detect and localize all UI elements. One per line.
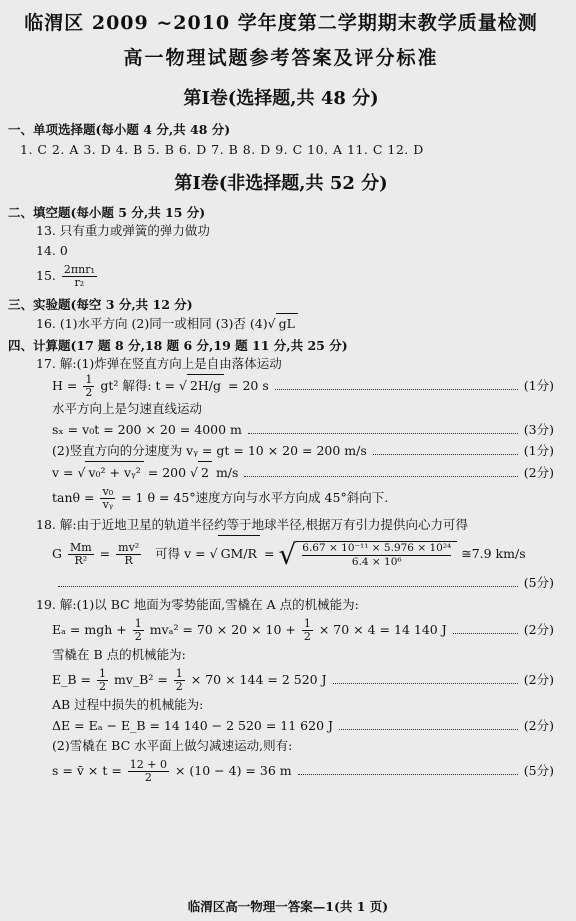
answer-16-sqrt: gL <box>276 313 298 334</box>
q18-get-v: 可得 v = <box>155 546 206 561</box>
q17-v-sqrt2: 2 <box>198 461 212 483</box>
fraction-denominator: vᵧ <box>102 498 113 511</box>
q18-sqrt: GM/R <box>218 535 260 572</box>
q19-EA-result: × 70 × 4 = 14 140 J <box>318 622 447 637</box>
page-footer: 临渭区高一物理一答案—1(共 1 页) <box>187 899 389 914</box>
q19-line-4 <box>8 665 554 695</box>
fraction-denominator: 2 <box>175 680 183 693</box>
score-mark: (2分) <box>523 718 554 733</box>
q19-EB-result: × 70 × 144 = 2 520 J <box>190 672 327 687</box>
leader-dots <box>275 381 518 390</box>
q19-EA-mid: mvₐ² = 70 × 20 × 10 + <box>149 622 296 637</box>
fraction-denominator: r₂ <box>74 276 85 289</box>
q18-result: ≅7.9 km/s <box>461 546 526 561</box>
answer-14: 14. 0 <box>36 243 68 258</box>
score-mark: (3分) <box>523 422 554 437</box>
fraction-numerator: 1 <box>303 617 311 630</box>
leader-dots <box>373 446 518 455</box>
q17-line-3: 水平方向上是匀速直线运动 <box>52 401 203 416</box>
answer-16-text: 16. (1)水平方向 (2)同一或相同 (3)否 (4) <box>36 316 268 331</box>
q17-sqrt: 2H/g <box>187 374 224 396</box>
q19-line-3: 雪橇在 B 点的机械能为: <box>52 647 186 662</box>
answer-16: 16. (1)水平方向 (2)同一或相同 (3)否 (4)√ gL <box>8 313 554 334</box>
q17-solve: gt² 解得: t = <box>100 378 175 393</box>
leader-dots <box>333 675 518 684</box>
q17-line-7 <box>8 483 554 513</box>
q17-result-t: = 20 s <box>228 378 269 393</box>
leader-dots <box>244 468 517 477</box>
score-mark: (2分) <box>523 465 554 480</box>
answer-15-fraction <box>62 264 97 289</box>
q18-line-2: G $\frac{Mm}{\text{R²}}$ = $\frac{\text{mv²}}{R}$ 可得 v = √ GM/R = √ $\frac{\text{6.67 × 10⁻¹¹ × 5.976 × 10²⁴}}{\text{6.4 × 10⁶}}$ ≅7.9 km/s <box>8 535 554 572</box>
q17-line-2: H = $\frac{1}{2}$ gt² 解得: t = √ 2H/g = 20 s (1分) <box>52 373 554 399</box>
q18-eq: = <box>99 546 111 561</box>
q19-half-3 <box>97 668 108 693</box>
fraction-numerator: 1 <box>134 617 142 630</box>
q19-s: s = v̄ × t = <box>52 763 122 778</box>
volume-2-title: 第Ⅰ卷(非选择题,共 52 分) <box>174 173 388 194</box>
q19-line-7: (2)雪橇在 BC 水平面上做匀减速运动,则有: <box>52 738 293 753</box>
section-fill-in: 二、填空题(每小题 5 分,共 15 分) <box>8 205 206 220</box>
answer-15 <box>8 261 554 291</box>
score-mark: (5分) <box>523 763 554 778</box>
q18-line-1: 18. 解:由于近地卫星的轨道半径约等于地球半径,根据万有引力提供向心力可得 <box>36 517 469 532</box>
q17-H: H = <box>52 378 78 393</box>
fraction-numerator: 12 + 0 <box>129 758 167 771</box>
fraction-numerator: 6.67 × 10⁻¹¹ × 5.976 × 10²⁴ <box>302 541 452 554</box>
score-mark: (1分) <box>523 443 554 458</box>
q19-line-1: 19. 解:(1)以 BC 地面为零势能面,雪橇在 A 点的机械能为: <box>36 597 359 612</box>
fraction-denominator: 2 <box>303 630 311 643</box>
fraction-denominator: R <box>124 554 133 567</box>
q17-tan-fraction <box>100 486 115 511</box>
fraction-numerator: 1 <box>85 373 93 386</box>
q18-frac-2 <box>116 542 141 567</box>
score-mark: (2分) <box>523 672 554 687</box>
q19-EB: E_B = <box>52 672 92 687</box>
exam-title: 临渭区 2009 ~2010 学年度第二学期期末教学质量检测 <box>24 12 538 34</box>
q19-line-2 <box>8 615 554 645</box>
q17-v-sqrt: v₀² + vᵧ² <box>85 461 143 483</box>
section-experiment: 三、实验题(每空 3 分,共 12 分) <box>8 297 193 312</box>
q19-EB-mid: mv_B² = <box>113 672 168 687</box>
radical-sign: √ <box>278 537 297 571</box>
q19-half-4 <box>174 668 185 693</box>
q17-vy: (2)竖直方向的分速度为 vᵧ = gt = 10 × 20 = 200 m/s <box>52 443 367 458</box>
score-mark: (5分) <box>523 575 554 590</box>
q19-half-1 <box>133 618 144 643</box>
leader-dots <box>453 625 518 634</box>
fraction-denominator: R² <box>74 554 88 567</box>
exam-subtitle: 高一物理试题参考答案及评分标准 <box>123 47 439 69</box>
volume-1-title: 第Ⅰ卷(选择题,共 48 分) <box>183 88 379 109</box>
q19-line-8 <box>8 756 554 786</box>
score-mark: (1分) <box>523 378 554 393</box>
fraction-numerator: 1 <box>175 667 183 680</box>
fraction-denominator: 6.4 × 10⁶ <box>351 555 402 568</box>
q17-tan: tanθ = <box>52 490 95 505</box>
q18-score-line <box>8 572 554 593</box>
q19-avg-fraction <box>128 759 169 784</box>
q17-v: v = <box>52 465 74 480</box>
q17-line-4 <box>8 419 554 440</box>
fraction-denominator: 2 <box>85 386 93 399</box>
q18-big-sqrt <box>278 537 457 571</box>
q17-line-5 <box>8 440 554 461</box>
section-multiple-choice: 一、单项选择题(每小题 4 分,共 48 分) <box>8 122 231 137</box>
q17-sx: sₓ = v₀t = 200 × 20 = 4000 m <box>52 422 242 437</box>
fraction-numerator: 1 <box>99 667 106 680</box>
q19-EA: Eₐ = mgh + <box>52 622 127 637</box>
q17-line-6: v = √ v₀² + vᵧ² = 200 √ 2 m/s (2分) <box>8 461 554 483</box>
q18-big-fraction <box>296 541 457 569</box>
fraction-numerator: 2πnr₁ <box>63 263 95 276</box>
fraction-denominator: 2 <box>134 630 142 643</box>
q17-v-eq: = 200 <box>147 465 187 480</box>
q17-half <box>83 374 94 399</box>
leader-dots <box>248 425 518 434</box>
q18-eq2: = <box>263 546 275 561</box>
score-mark: (2分) <box>523 622 554 637</box>
fraction-numerator: mv² <box>118 541 140 554</box>
fraction-denominator: 2 <box>144 771 152 784</box>
fraction-denominator: 2 <box>99 680 106 693</box>
leader-dots <box>58 578 518 587</box>
q18-frac-1 <box>68 542 94 567</box>
q18-G: G <box>52 546 62 561</box>
q19-line-5: AB 过程中损失的机械能为: <box>52 697 204 712</box>
q17-line-1: 17. 解:(1)炸弹在竖直方向上是自由落体运动 <box>36 356 282 371</box>
q17-angle: = 1 θ = 45°速度方向与水平方向成 45°斜向下. <box>121 490 389 505</box>
answer-15-label: 15. <box>36 268 56 283</box>
q19-half-2 <box>302 618 313 643</box>
answer-13: 13. 只有重力或弹簧的弹力做功 <box>36 223 210 238</box>
fraction-numerator: Mm <box>69 541 92 554</box>
leader-dots <box>298 766 518 775</box>
fraction-numerator: v₀ <box>102 485 114 498</box>
q19-line-6 <box>8 715 554 736</box>
q19-s-result: × (10 − 4) = 36 m <box>174 763 292 778</box>
section-calculation: 四、计算题(17 题 8 分,18 题 6 分,19 题 11 分,共 25 分) <box>8 338 348 353</box>
choice-answers: 1. C 2. A 3. D 4. B 5. B 6. D 7. B 8. D 9. C 10. A 11. C 12. D <box>20 142 424 157</box>
q17-v-unit: m/s <box>215 465 239 480</box>
q19-deltaE: ΔE = Eₐ − E_B = 14 140 − 2 520 = 11 620 J <box>52 718 334 733</box>
leader-dots <box>339 721 518 730</box>
